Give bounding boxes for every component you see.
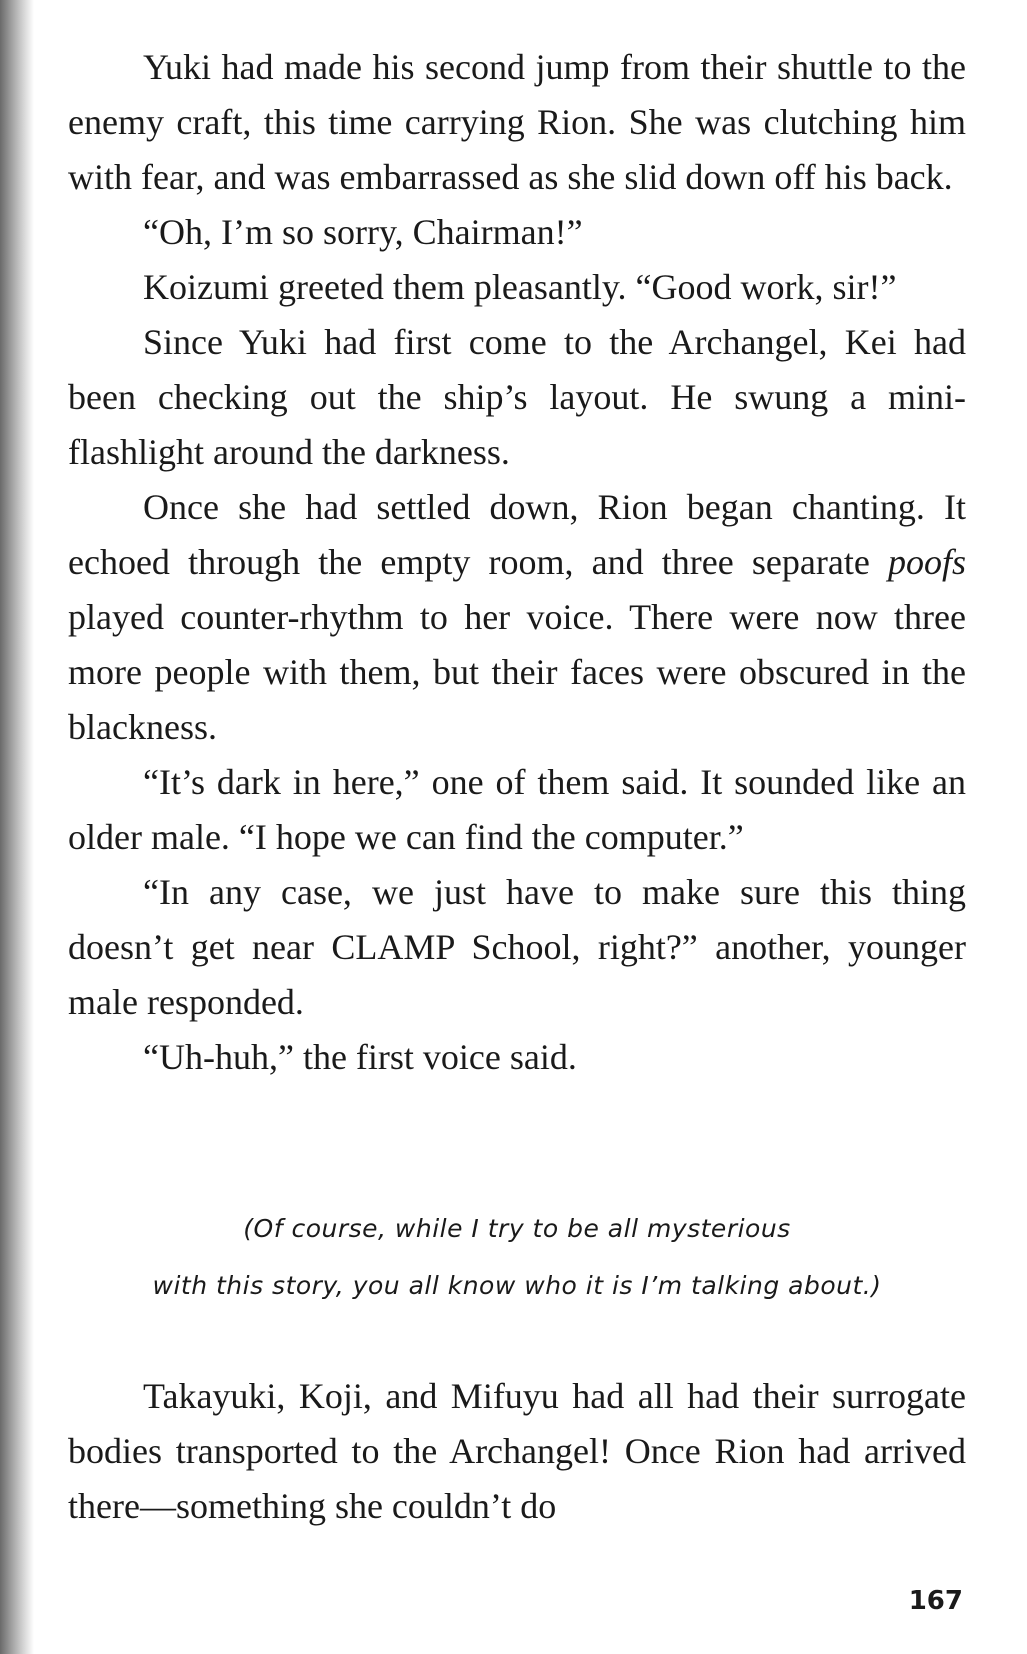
paragraph-kei-layout: Since Yuki had first come to the Archangel, Kei had been checking out the ship’s layout. He swung a mini-flashlight around the darkness. — [68, 322, 966, 472]
author-aside — [68, 1200, 966, 1314]
main-text — [68, 40, 966, 1085]
aside-line-1: (Of course, while I try to be all mysterious — [243, 1214, 791, 1243]
aside-line-2: with this story, you all know who it is I’m talking about.) — [152, 1271, 882, 1300]
chanting-text-start: Once she had settled down, Rion began chanting. It echoed through the empty room, and three separate — [68, 487, 966, 582]
paragraph-clamp-school: “In any case, we just have to make sure this thing doesn’t get near CLAMP School, right?” another, younger male responded. — [68, 872, 966, 1022]
paragraph-surrogate-bodies: Takayuki, Koji, and Mifuyu had all had their surrogate bodies transported to the Archangel! Once Rion had arrived there—something she couldn’t do — [68, 1376, 966, 1526]
paragraph-uh-huh: “Uh-huh,” the first voice said. — [143, 1037, 577, 1077]
page-number: 167 — [908, 1586, 963, 1616]
paragraph-rion-chanting — [68, 480, 966, 755]
binding-shadow — [0, 0, 34, 1654]
paragraph-dark-in-here: “It’s dark in here,” one of them said. It sounded like an older male. “I hope we can find the computer.” — [68, 762, 966, 857]
chanting-text-end: played counter-rhythm to her voice. There were now three more people with them, but their faces were obscured in the blackness. — [68, 597, 966, 747]
paragraph-sorry-chairman: “Oh, I’m so sorry, Chairman!” — [143, 212, 583, 252]
emphasis-poofs: poofs — [887, 542, 966, 582]
paragraph-yuki-jump: Yuki had made his second jump from their shuttle to the enemy craft, this time carrying Rion. She was clutching him with fear, and was embarrassed as she slid down off his back. — [68, 47, 966, 197]
paragraph-koizumi-greeting: Koizumi greeted them pleasantly. “Good work, sir!” — [143, 267, 897, 307]
closing-text — [68, 1369, 966, 1534]
